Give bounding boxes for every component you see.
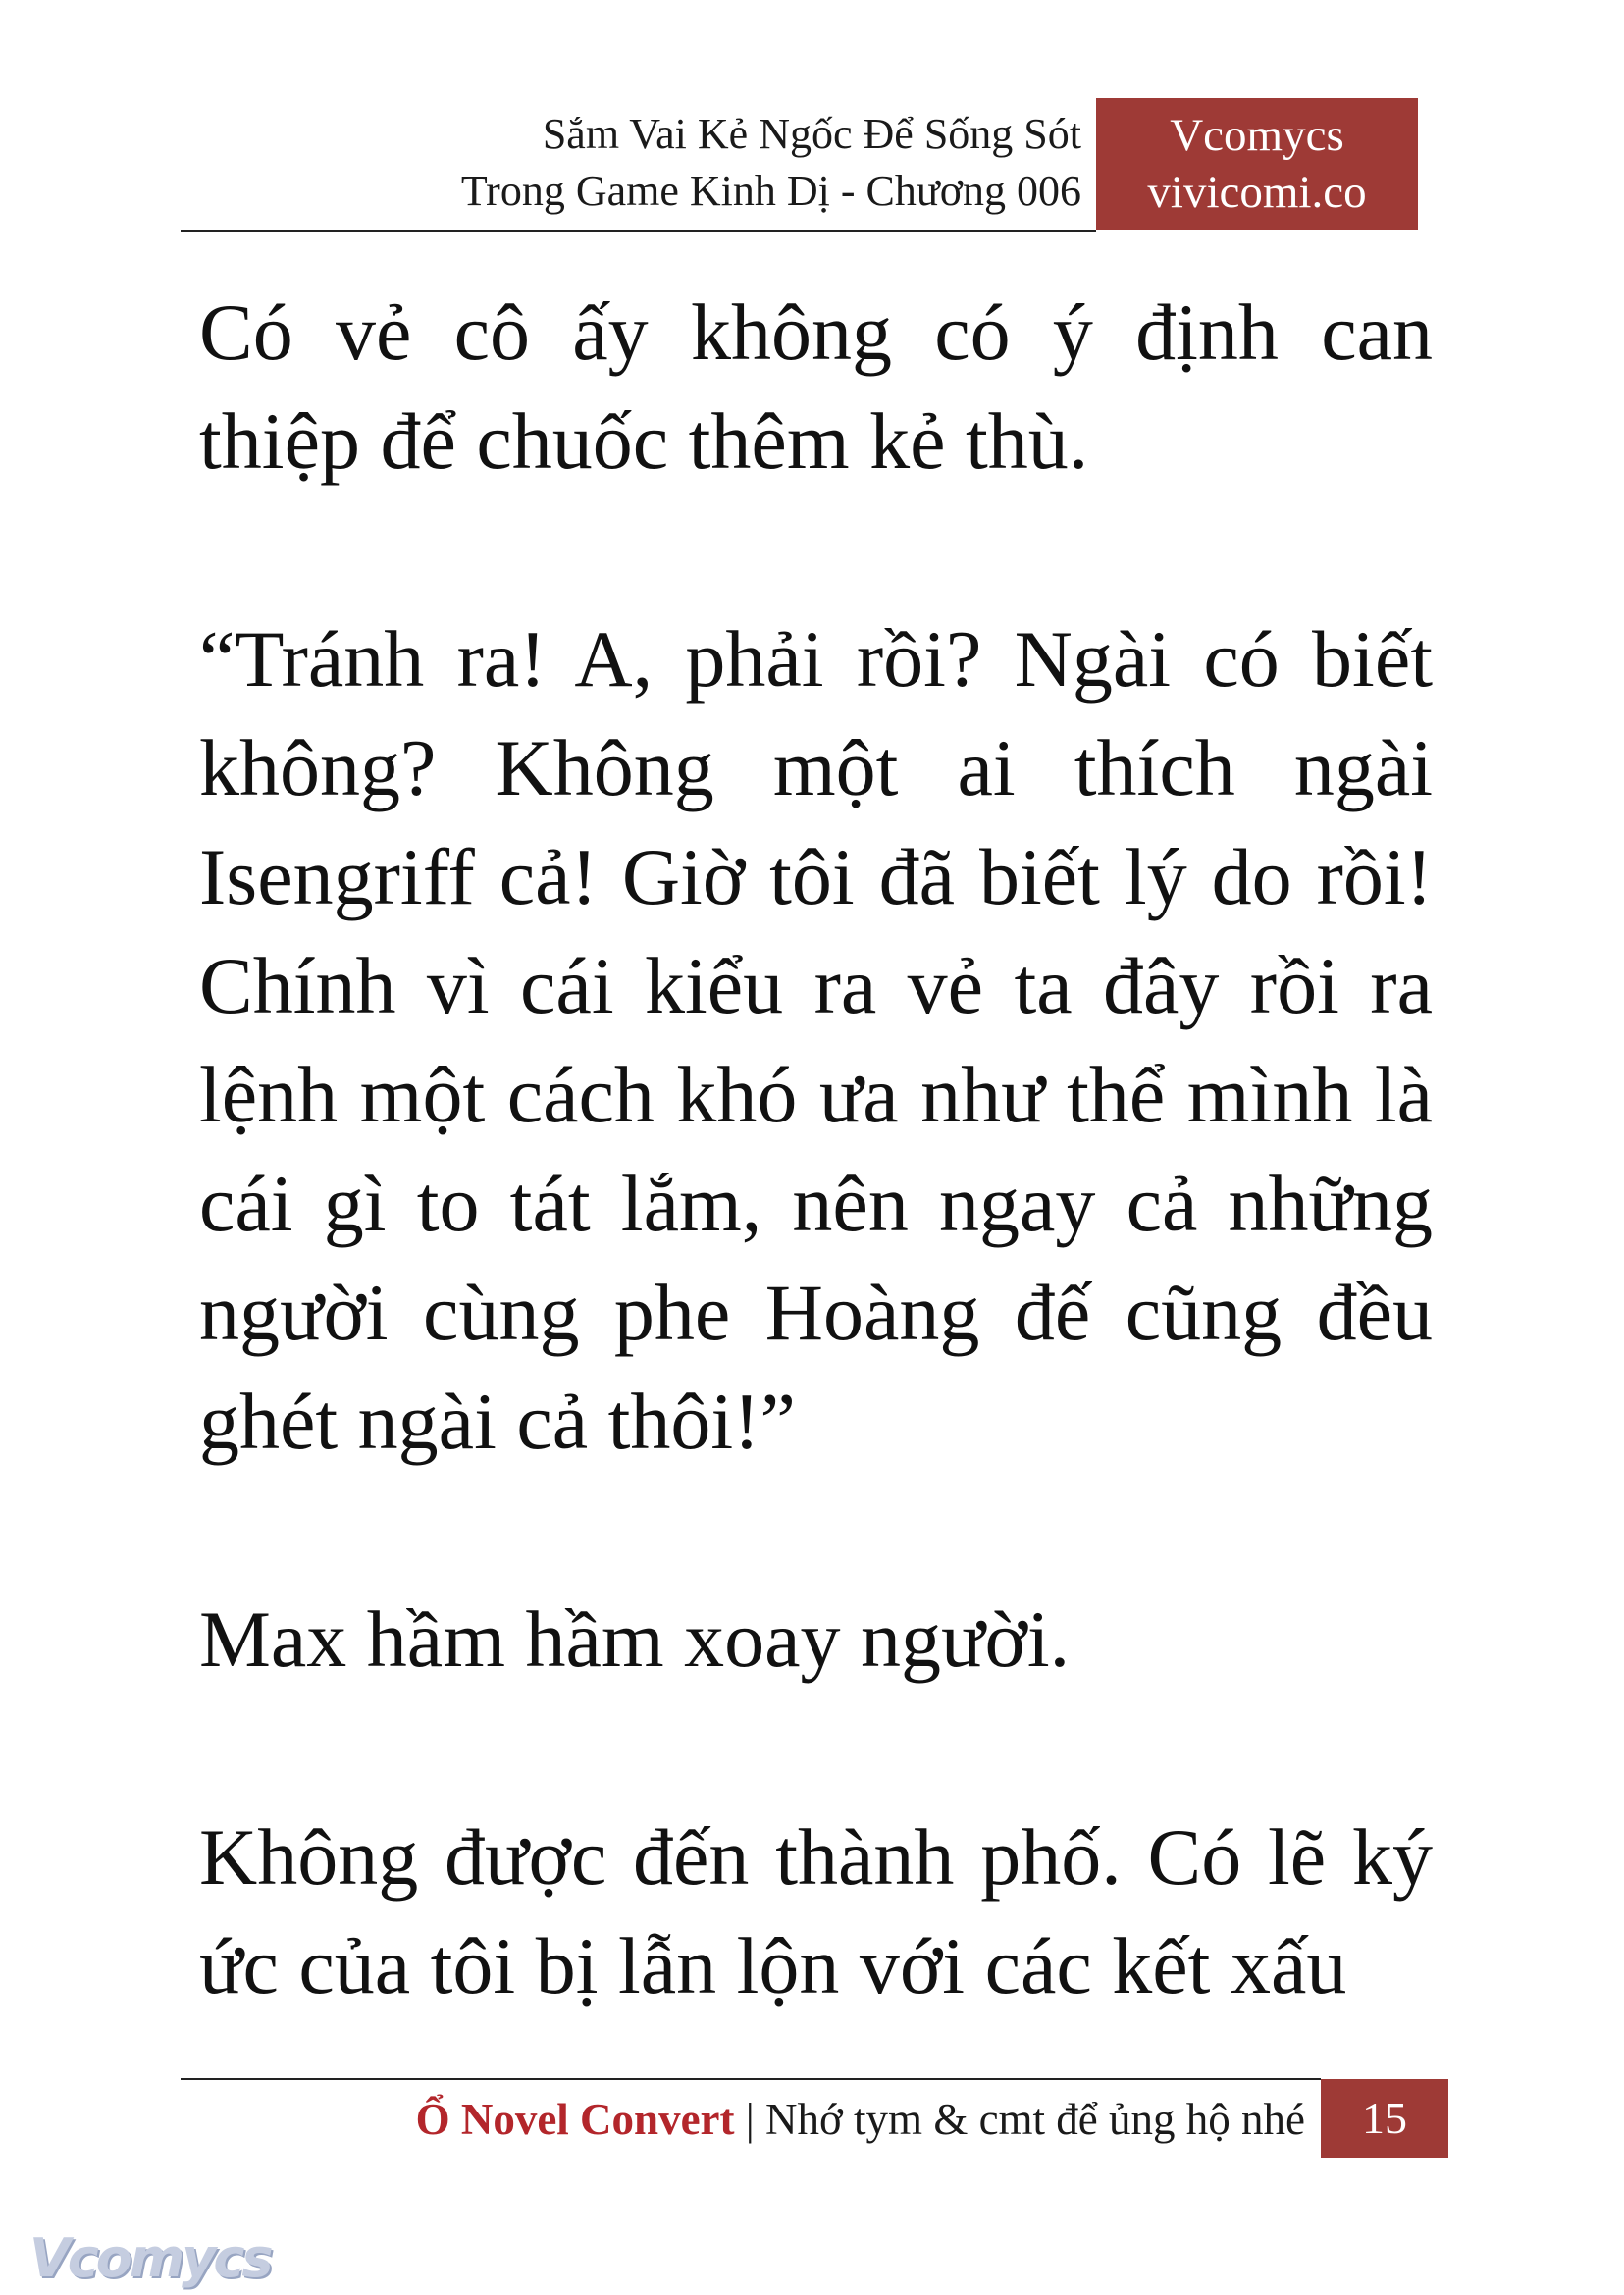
header-brand-site: vivicomi.co — [1147, 167, 1367, 218]
page-number-badge — [1321, 2079, 1448, 2158]
header-brand-box — [1096, 98, 1418, 230]
document-header-title — [294, 106, 1081, 220]
footer-note: Nhớ tym & cmt để ủng hộ nhé — [765, 2095, 1305, 2144]
footer-credit — [181, 2090, 1305, 2149]
footer-separator: | — [734, 2095, 766, 2144]
chapter-body — [199, 278, 1433, 2020]
footer-divider — [181, 2078, 1321, 2080]
paragraph-2: “Tránh ra! A, phải rồi? Ngài có biết không? Không một ai thích ngài Isengriff cả! Giờ tôi đã biết lý do rồi! Chính vì cái kiểu ra vẻ ta đây rồi ra lệnh một cách khó ưa như thể mình là cái gì to tát lắm, nên ngay cả những người cùng phe Hoàng đế cũng đều ghét ngài cả thôi!” — [199, 614, 1433, 1466]
header-title-line-1: Sắm Vai Kẻ Ngốc Để Sống Sót — [542, 110, 1081, 158]
header-title-line-2: Trong Game Kinh Dị - Chương 006 — [460, 167, 1081, 215]
paragraph-4: Không được đến thành phố. Có lẽ ký ức của tôi bị lẫn lộn với các kết xấu — [199, 1812, 1433, 2010]
watermark-logo: Vcomycs — [29, 2227, 271, 2289]
footer-brand: Ổ Novel Convert — [415, 2095, 735, 2144]
header-divider — [181, 230, 1096, 232]
page-number: 15 — [1362, 2093, 1407, 2143]
paragraph-3: Max hầm hầm xoay người. — [199, 1594, 1071, 1684]
paragraph-1: Có vẻ cô ấy không có ý định can thiệp để chuốc thêm kẻ thù. — [199, 287, 1433, 486]
header-brand-name: Vcomycs — [1170, 110, 1344, 161]
